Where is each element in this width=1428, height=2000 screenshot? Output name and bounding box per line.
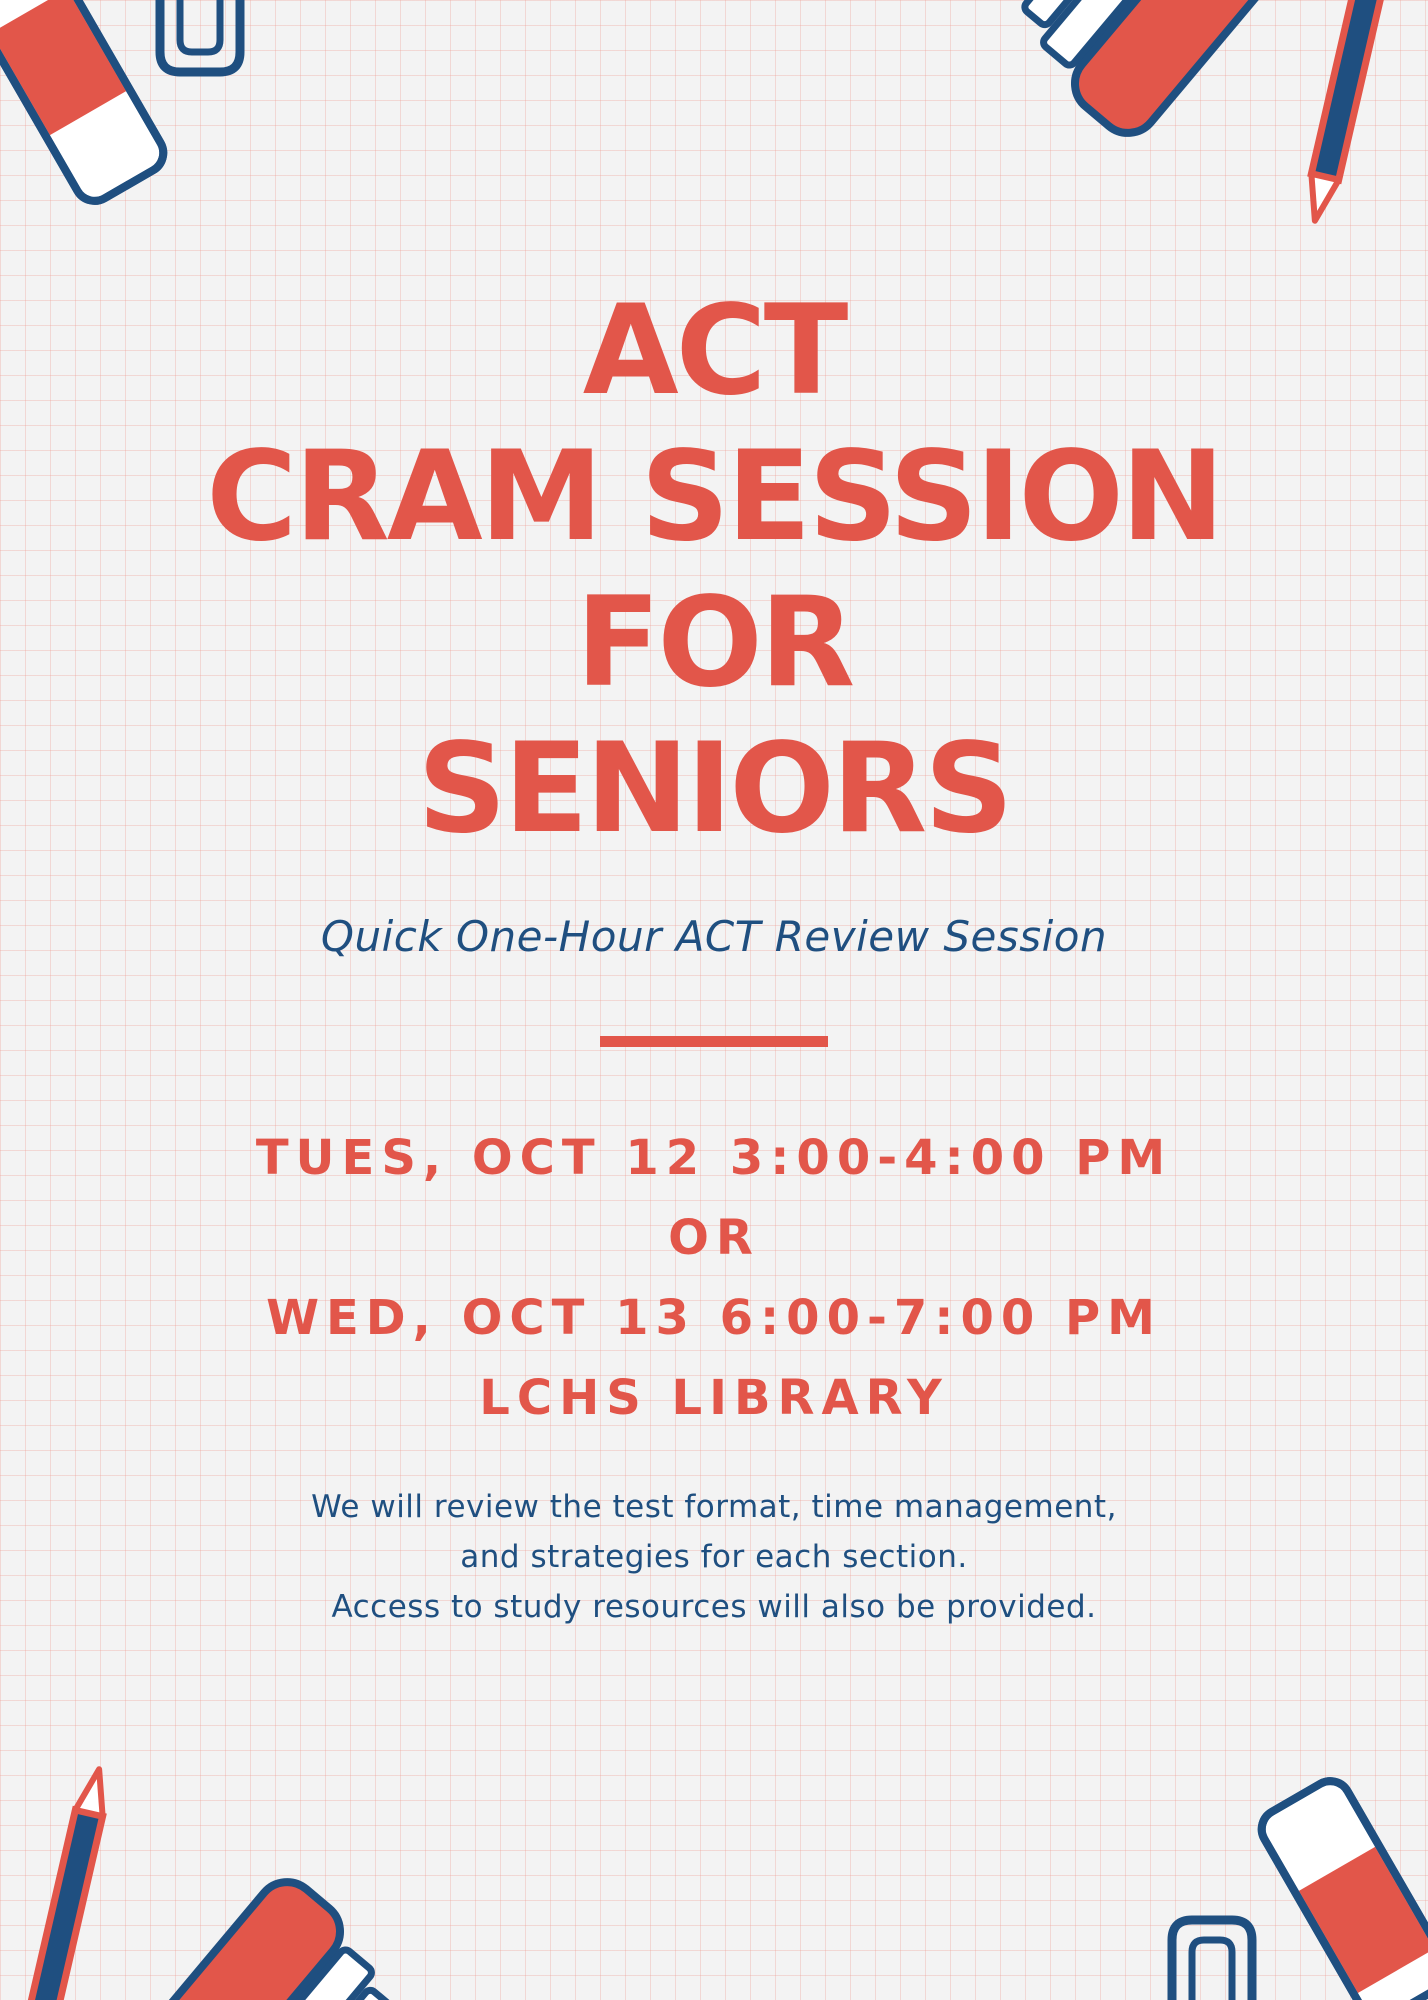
description-line: We will review the test format, time management,: [311, 1489, 1117, 1525]
description-line: Access to study resources will also be provided.: [331, 1589, 1097, 1625]
title-line: SENIORS: [417, 717, 1011, 861]
paperclip-icon: [1172, 1920, 1252, 2000]
poster-title: [0, 278, 1428, 862]
schedule-line: OR: [668, 1210, 760, 1266]
book-icon: [1000, 0, 1289, 145]
title-line: ACT: [582, 279, 846, 423]
schedule-line: WED, OCT 13 6:00-7:00 PM: [266, 1290, 1162, 1346]
paperclip-icon: [160, 0, 240, 72]
schedule-line: TUES, OCT 12 3:00-4:00 PM: [255, 1130, 1173, 1186]
divider: [600, 1036, 828, 1047]
poster-subtitle: Quick One-Hour ACT Review Session: [320, 912, 1108, 961]
event-details: [0, 1118, 1428, 1438]
book-icon: [126, 1870, 415, 2000]
title-line: FOR: [575, 571, 853, 715]
pencil-icon: [1301, 0, 1397, 224]
event-description: [0, 1482, 1428, 1632]
description-line: and strategies for each section.: [460, 1539, 968, 1575]
eraser-icon: [0, 0, 171, 208]
pencil-icon: [17, 1766, 113, 2000]
location-line: LCHS LIBRARY: [479, 1370, 949, 1426]
title-line: CRAM SESSION: [206, 425, 1222, 569]
eraser-icon: [1254, 1774, 1428, 2000]
